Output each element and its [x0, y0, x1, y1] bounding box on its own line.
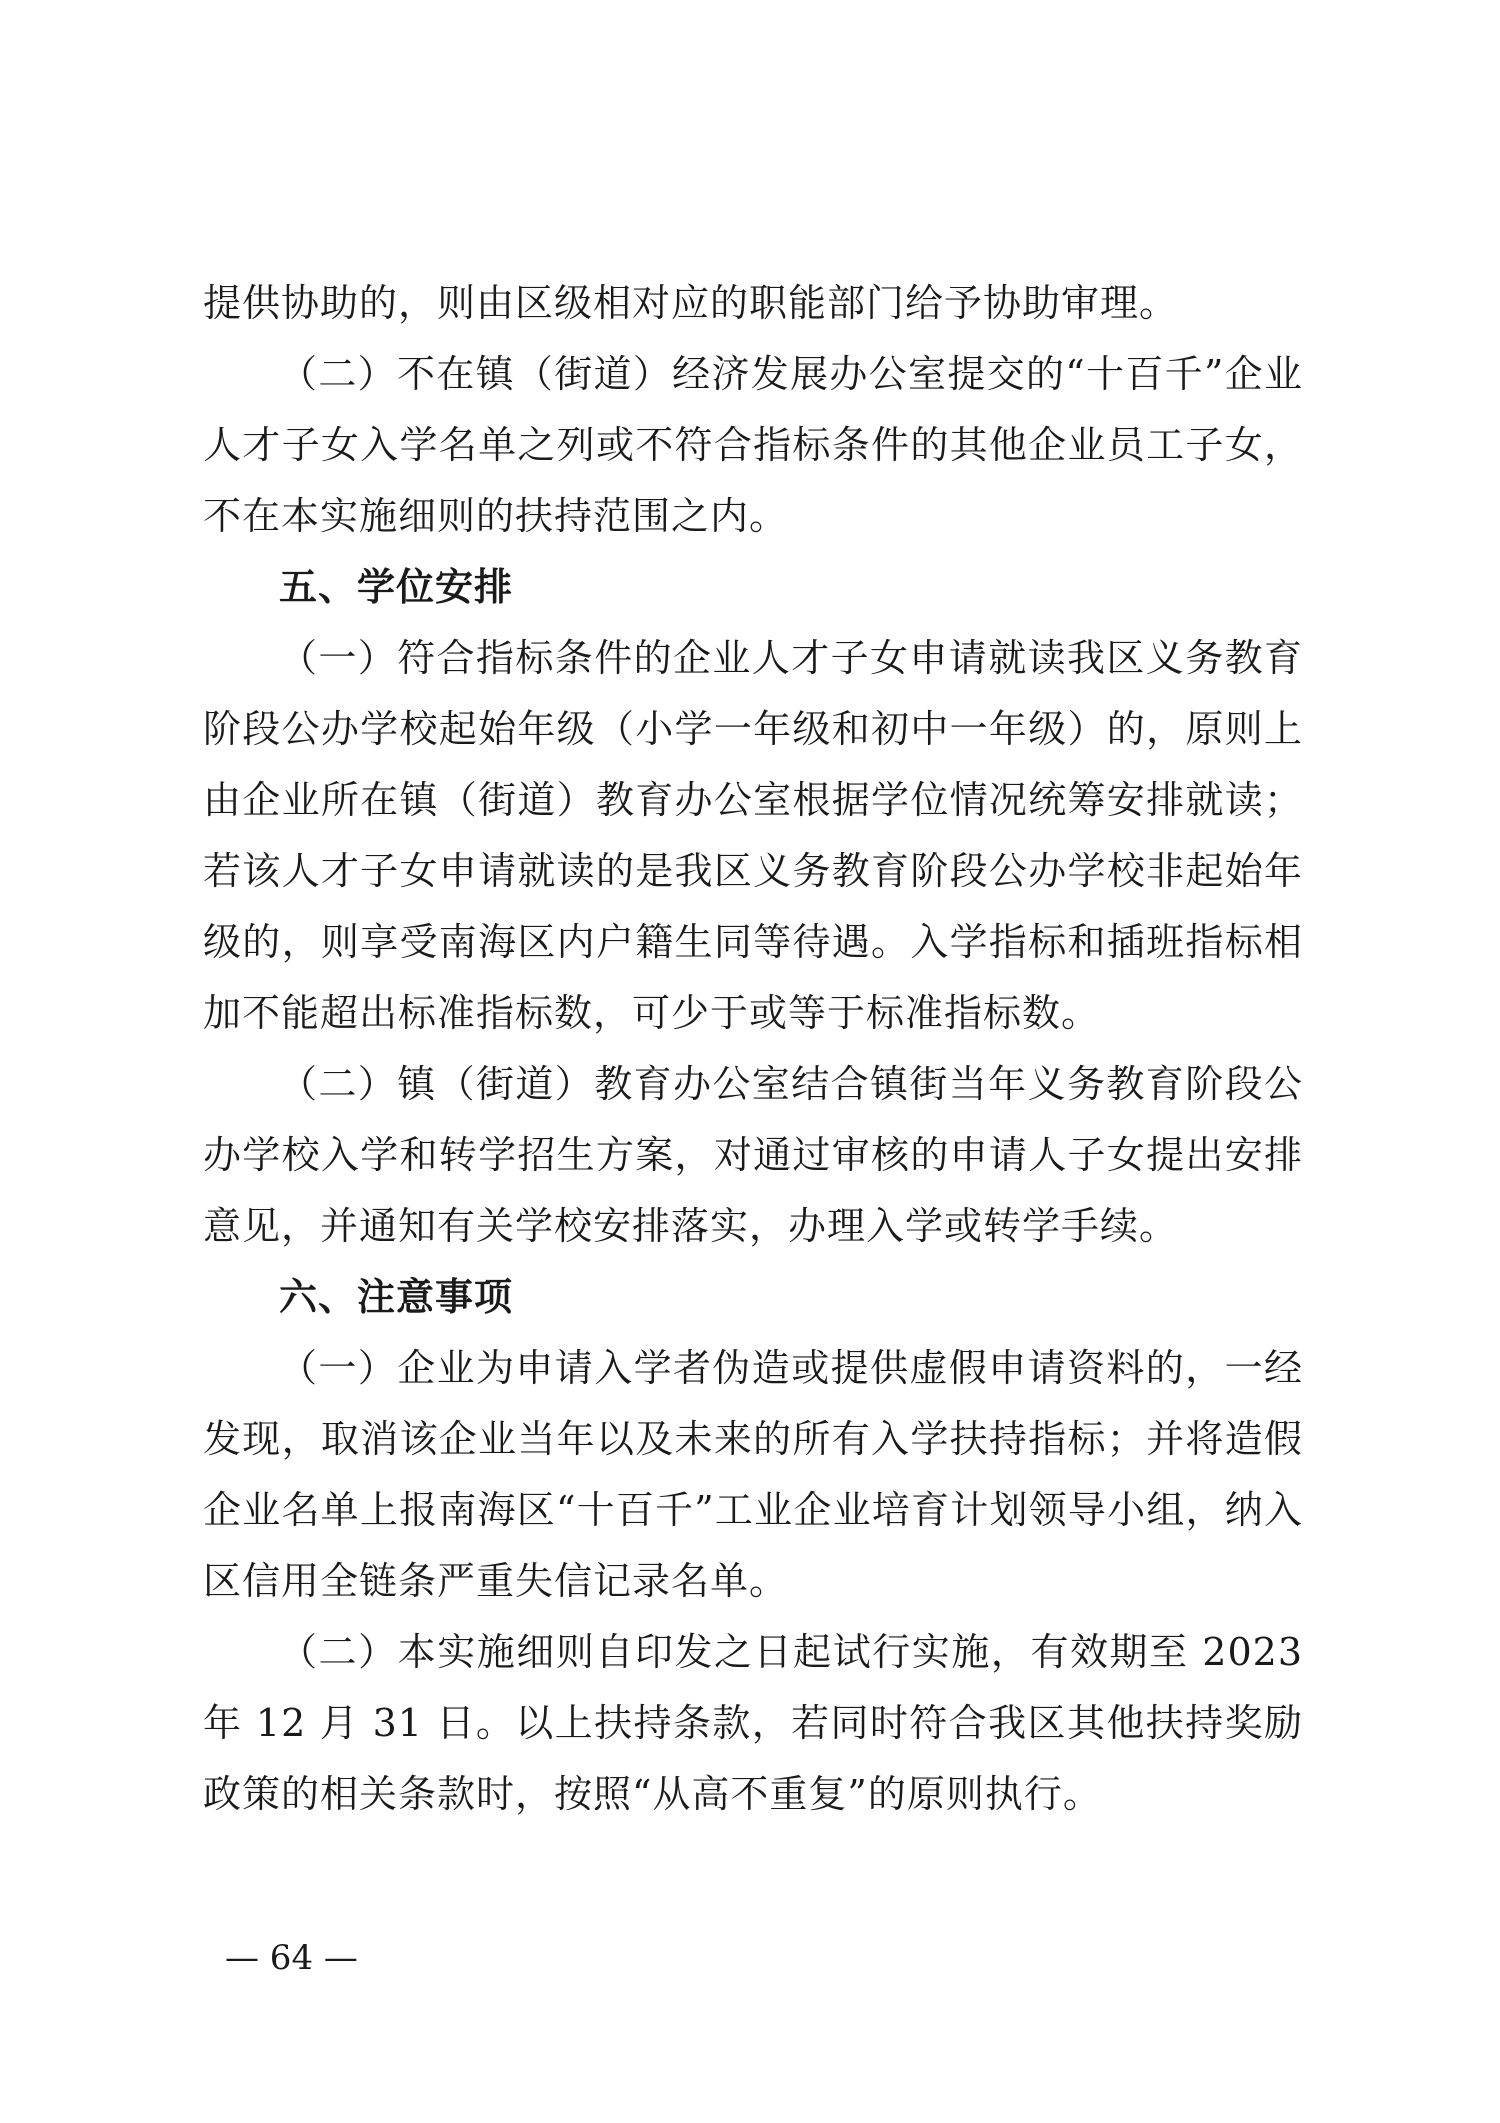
section-heading-5: 五、学位安排	[279, 565, 514, 609]
paragraph-continuation: 提供协助的，则由区级相对应的职能部门给予协助审理。	[203, 281, 1179, 325]
section-heading-6: 六、注意事项	[279, 1275, 514, 1319]
paragraph-6-2: （二）本实施细则自印发之日起试行实施，有效期至 2023 年 12 月 31 日。以上扶持条款，若同时符合我区其他扶持奖励政策的相关条款时，按照“从高不重复”的原则执行。	[203, 1630, 1303, 1816]
paragraph-5-2: （二）镇（街道）教育办公室结合镇街当年义务教育阶段公办学校入学和转学招生方案，对通过审核的申请人子女提出安排意见，并通知有关学校安排落实，办理入学或转学手续。	[203, 1062, 1303, 1248]
page-number: — 64 —	[225, 1938, 358, 1978]
document-body	[203, 268, 1303, 1830]
paragraph-4-2: （二）不在镇（街道）经济发展办公室提交的“十百千”企业人才子女入学名单之列或不符合指标条件的其他企业员工子女，不在本实施细则的扶持范围之内。	[203, 352, 1303, 538]
paragraph-6-1: （一）企业为申请入学者伪造或提供虚假申请资料的，一经发现，取消该企业当年以及未来的所有入学扶持指标；并将造假企业名单上报南海区“十百千”工业企业培育计划领导小组，纳入区信用全链条严重失信记录名单。	[203, 1346, 1303, 1603]
paragraph-5-1: （一）符合指标条件的企业人才子女申请就读我区义务教育阶段公办学校起始年级（小学一年级和初中一年级）的，原则上由企业所在镇（街道）教育办公室根据学位情况统筹安排就读；若该人才子女申请就读的是我区义务教育阶段公办学校非起始年级的，则享受南海区内户籍生同等待遇。入学指标和插班指标相加不能超出标准指标数，可少于或等于标准指标数。	[203, 636, 1303, 1035]
